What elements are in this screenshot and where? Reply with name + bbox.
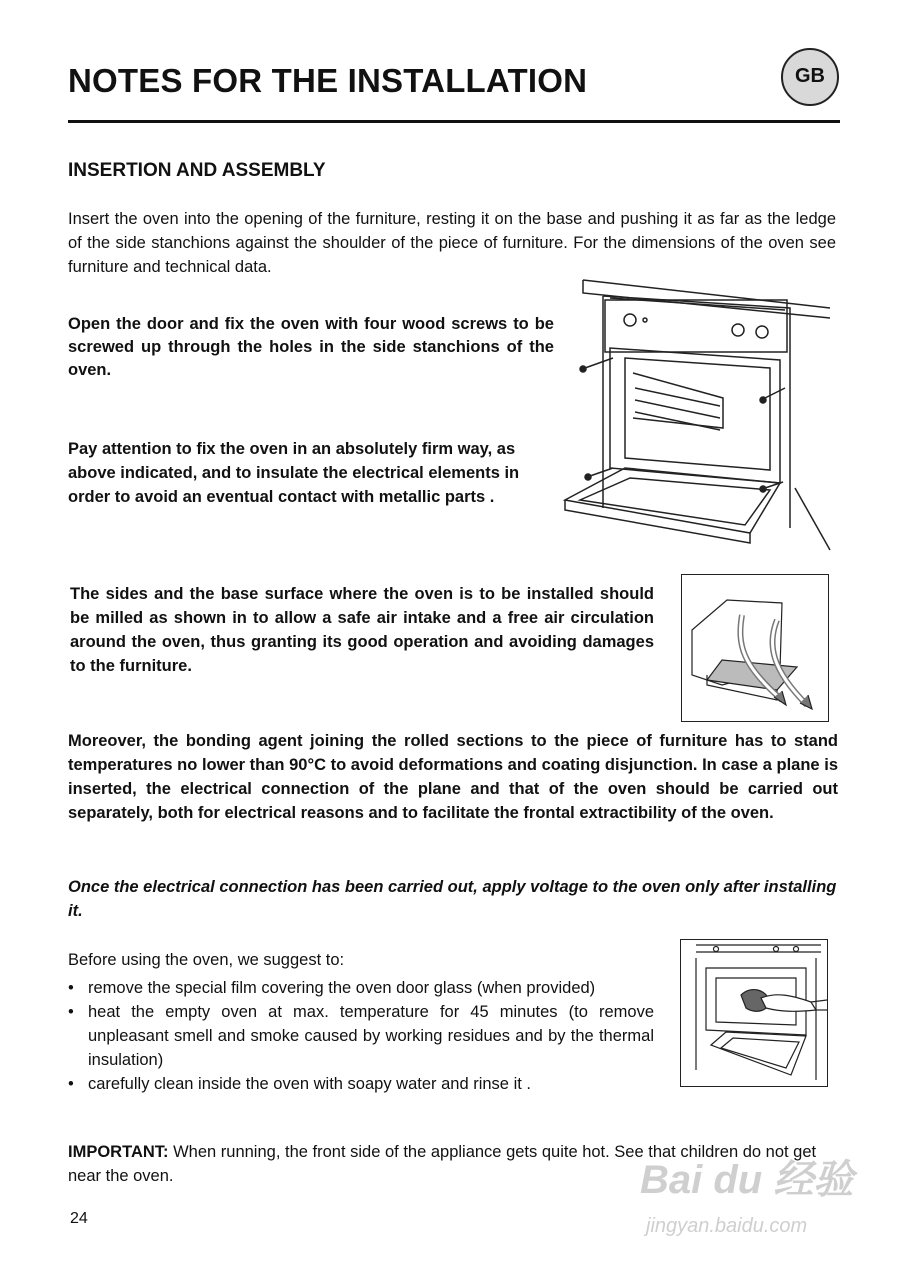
voltage-paragraph: Once the electrical connection has been carried out, apply voltage to the oven only after installing it.: [68, 878, 837, 920]
air-circulation-illustration: [681, 574, 829, 722]
oven-cleaning-illustration: [680, 939, 828, 1087]
suggestion-list: [66, 976, 654, 1096]
open-door-paragraph: Open the door and fix the oven with four wood screws to be screwed up through the holes in the side stanchions of the oven.: [68, 315, 554, 379]
page-number: 24: [70, 1210, 88, 1227]
list-item: • carefully clean inside the oven with soapy water and rinse it .: [66, 1072, 654, 1096]
watermark-logo: Bai du 经验: [640, 1158, 854, 1202]
attention-paragraph: Pay attention to fix the oven in an absolutely firm way, as above indicated, and to insulate the electrical elements in order to avoid an eventual contact with metallic parts .: [68, 440, 520, 506]
section-title: INSERTION AND ASSEMBLY: [68, 160, 326, 181]
language-badge: GB: [781, 48, 839, 106]
page-title: NOTES FOR THE INSTALLATION: [68, 62, 588, 99]
title-rule: [68, 120, 840, 123]
moreover-paragraph: Moreover, the bonding agent joining the rolled sections to the piece of furniture has to stand temperatures no lower than 90°C to avoid deformations and coating disjunction. In case a plane is inserted, the electrical connection of the plane and that of the oven should be carried out separately, both for electrical reasons and to facilitate the frontal extractibility of the oven.: [68, 732, 838, 822]
list-item: • heat the empty oven at max. temperature for 45 minutes (to remove unpleasant smell and smoke caused by working residues and by the thermal insulation): [66, 1000, 654, 1072]
watermark-url: jingyan.baidu.com: [646, 1215, 808, 1237]
sides-paragraph: The sides and the base surface where the oven is to be installed should be milled as shown in to allow a safe air intake and a free air circulation around the oven, thus granting its good operation and avoiding damages to the furniture.: [70, 585, 654, 675]
oven-installation-illustration: [555, 278, 835, 553]
important-label: IMPORTANT:: [68, 1143, 169, 1161]
insert-paragraph: Insert the oven into the opening of the furniture, resting it on the base and pushing it as far as the ledge of the side stanchions against the shoulder of the piece of furniture. For the dimensions of the oven see furniture and technical data.: [68, 210, 836, 276]
list-item: • remove the special film covering the oven door glass (when provided): [66, 976, 654, 1000]
important-text: When running, the front side of the appliance gets quite hot. See that children do not get near the oven.: [68, 1143, 817, 1185]
before-using-paragraph: Before using the oven, we suggest to:: [68, 951, 345, 969]
